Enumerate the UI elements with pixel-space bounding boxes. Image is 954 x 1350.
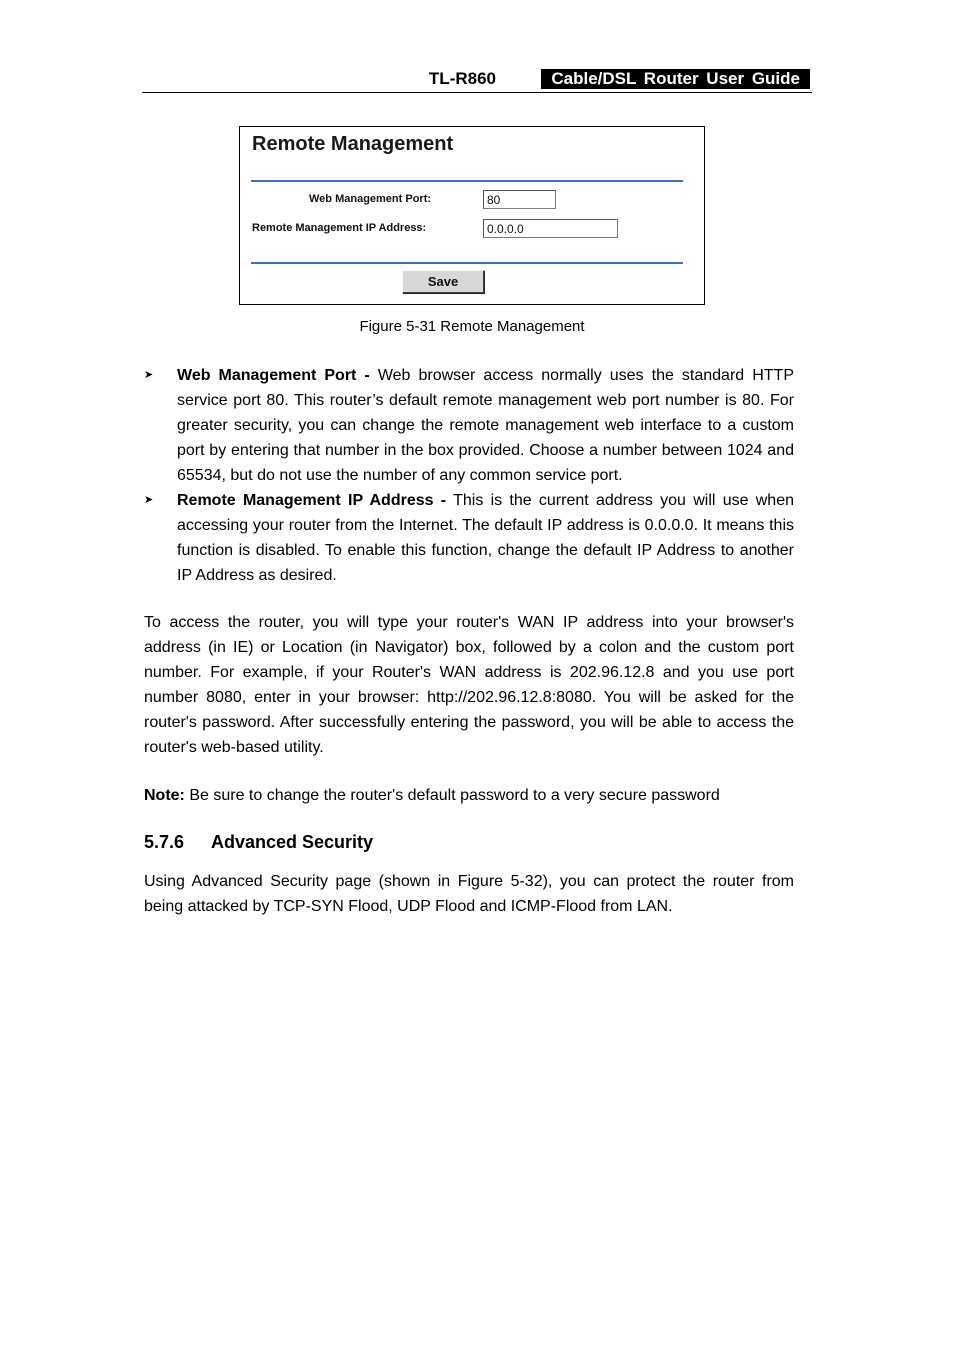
figure-top-rule — [251, 180, 683, 182]
arrow-bullet-icon: ➤ — [144, 494, 154, 506]
bullet-term: Web Management Port - — [177, 367, 370, 384]
list-item — [142, 488, 794, 588]
save-button[interactable]: Save — [402, 270, 484, 293]
bullet-list — [142, 363, 794, 588]
note-paragraph — [144, 783, 794, 808]
web-management-port-label: Web Management Port: — [309, 193, 432, 205]
note-label: Note: — [144, 787, 185, 804]
figure-bottom-rule — [251, 262, 683, 264]
header-guide-title: Cable/DSL Router User Guide — [541, 69, 810, 89]
section-title: Advanced Security — [211, 832, 374, 852]
figure-caption: Figure 5-31 Remote Management — [359, 318, 585, 335]
section-number: 5.7.6 — [144, 832, 185, 852]
note-text: Be sure to change the router's default password to a very secure password — [184, 787, 720, 804]
bullet-text: This is the current address you will use when accessing your router from the Internet. The default IP address is 0.0.0.0. It means this function is disabled. To enable this function, change the default IP Address to another IP Address as desired. — [177, 492, 795, 584]
list-item — [142, 363, 794, 488]
bullet-term: Remote Management IP Address - — [177, 492, 447, 509]
section-heading — [144, 832, 373, 853]
header-model: TL-R860 — [428, 69, 496, 88]
arrow-bullet-icon: ➤ — [144, 369, 154, 381]
section-body: Using Advanced Security page (shown in Figure 5-32), you can protect the router from being attacked by TCP-SYN Flood, UDP Flood and ICMP-Flood from LAN. — [144, 873, 794, 915]
remote-management-ip-input[interactable] — [483, 219, 618, 238]
access-paragraph: To access the router, you will type your router's WAN IP address into your browser's address (in IE) or Location (in Navigator) box, followed by a colon and the custom port number. For example, if your Router's WAN address is 202.96.12.8 and you use port number 8080, enter in your browser: http://202.96.12.8:8080. You will be asked for the router's password. After successfully entering the password, you will be able to access the router's web-based utility. — [144, 614, 794, 756]
bullet-text: Web browser access normally uses the standard HTTP service port 80. This router’s default remote management web port number is 80. For greater security, you can change the remote management web interface to a custom port by entering that number in the box provided. Choose a number between 1024 and 65534, but do not use the number of any common service port. — [177, 367, 794, 484]
page-header — [142, 68, 812, 93]
figure-title: Remote Management — [252, 133, 454, 155]
web-management-port-input[interactable] — [483, 190, 556, 209]
remote-management-ip-label: Remote Management IP Address: — [252, 222, 427, 234]
remote-management-figure — [239, 126, 705, 305]
